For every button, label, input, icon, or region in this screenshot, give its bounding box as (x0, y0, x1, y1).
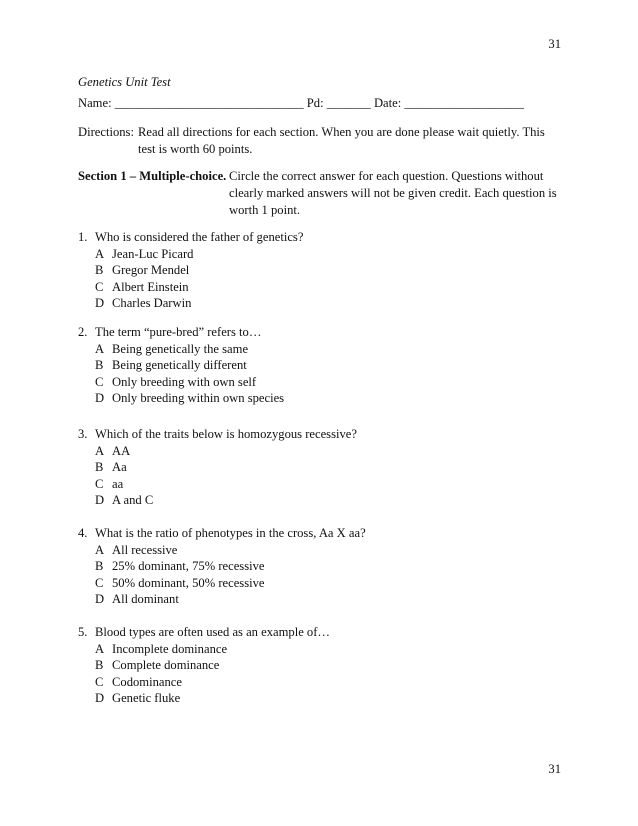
section-line-2: clearly marked answers will not be given credit. Each question is (229, 186, 557, 200)
option-text: AA (112, 443, 131, 458)
answer-option-b[interactable] (95, 263, 189, 278)
option-letter: C (95, 674, 104, 689)
answer-option-d[interactable] (95, 493, 153, 508)
answer-option-a[interactable] (95, 642, 227, 657)
answer-option-d[interactable] (95, 691, 180, 706)
option-text: Albert Einstein (112, 279, 189, 294)
question-number: 1. (78, 230, 88, 244)
option-letter: D (95, 296, 105, 310)
page-number-bottom: 31 (548, 762, 561, 776)
option-letter: B (95, 658, 104, 672)
option-letter: A (95, 341, 105, 356)
directions-line-2: test is worth 60 points. (138, 142, 253, 156)
page-number-top: 31 (548, 37, 561, 51)
option-text: Only breeding within own species (112, 391, 285, 405)
question-4 (78, 526, 366, 541)
answer-option-a[interactable] (95, 543, 177, 558)
answer-option-b[interactable] (95, 358, 247, 373)
option-letter: C (95, 575, 104, 590)
option-letter: A (95, 641, 105, 656)
option-text: A and C (112, 493, 154, 507)
option-text: Jean-Luc Picard (112, 246, 194, 261)
option-letter: C (95, 279, 104, 294)
question-1 (78, 230, 303, 245)
option-letter: B (95, 460, 104, 474)
answer-option-c[interactable] (95, 280, 189, 295)
answer-option-c[interactable] (95, 375, 256, 390)
option-letter: D (95, 391, 105, 405)
option-text: Charles Darwin (112, 296, 192, 310)
question-number: 2. (78, 325, 88, 339)
option-text: Aa (112, 460, 127, 474)
question-text: Which of the traits below is homozygous recessive? (95, 427, 357, 441)
question-number: 4. (78, 526, 88, 540)
answer-option-c[interactable] (95, 675, 182, 690)
option-text: aa (112, 476, 124, 491)
option-letter: B (95, 358, 104, 372)
option-text: All recessive (112, 542, 178, 557)
answer-option-a[interactable] (95, 444, 130, 459)
option-text: 50% dominant, 50% recessive (112, 575, 265, 590)
option-letter: C (95, 476, 104, 491)
directions-line-1: Read all directions for each section. When you are done please wait quietly. This (138, 125, 545, 139)
answer-option-a[interactable] (95, 342, 248, 357)
question-text: The term “pure-bred” refers to… (95, 325, 262, 339)
option-text: Complete dominance (112, 658, 220, 672)
option-letter: A (95, 246, 105, 261)
option-text: Genetic fluke (112, 691, 181, 705)
answer-option-c[interactable] (95, 576, 264, 591)
question-3 (78, 427, 357, 442)
option-text: 25% dominant, 75% recessive (112, 559, 265, 573)
question-text: Who is considered the father of genetics? (95, 230, 304, 244)
question-text: Blood types are often used as an example of… (95, 625, 331, 639)
answer-option-d[interactable] (95, 391, 284, 406)
directions-label: Directions: (78, 125, 134, 139)
section-line-3: worth 1 point. (229, 203, 301, 217)
section-label: Section 1 – Multiple-choice. (78, 169, 227, 183)
option-letter: B (95, 559, 104, 573)
question-2 (78, 325, 261, 340)
option-letter: B (95, 263, 104, 277)
section-line-1: Circle the correct answer for each question. Questions without (229, 169, 544, 183)
answer-option-b[interactable] (95, 658, 219, 673)
answer-option-b[interactable] (95, 559, 264, 574)
option-letter: D (95, 691, 105, 705)
question-5 (78, 625, 330, 640)
option-letter: C (95, 374, 104, 389)
option-text: Being genetically the same (112, 341, 249, 356)
answer-option-d[interactable] (95, 592, 179, 607)
question-text: What is the ratio of phenotypes in the cross, Aa X aa? (95, 526, 366, 540)
answer-option-a[interactable] (95, 247, 193, 262)
answer-option-b[interactable] (95, 460, 127, 475)
option-text: Only breeding with own self (112, 374, 257, 389)
answer-option-c[interactable] (95, 477, 123, 492)
option-text: Being genetically different (112, 358, 247, 372)
option-letter: A (95, 542, 105, 557)
name-period-date-line: Name: ______________________________ Pd: _______ Date: ___________________ (78, 96, 525, 110)
option-letter: D (95, 493, 105, 507)
option-text: Incomplete dominance (112, 641, 228, 656)
option-text: Codominance (112, 674, 182, 689)
test-title: Genetics Unit Test (78, 75, 171, 89)
option-text: All dominant (112, 592, 179, 606)
question-number: 5. (78, 625, 88, 639)
option-letter: A (95, 443, 105, 458)
option-text: Gregor Mendel (112, 263, 190, 277)
option-letter: D (95, 592, 105, 606)
question-number: 3. (78, 427, 88, 441)
answer-option-d[interactable] (95, 296, 191, 311)
